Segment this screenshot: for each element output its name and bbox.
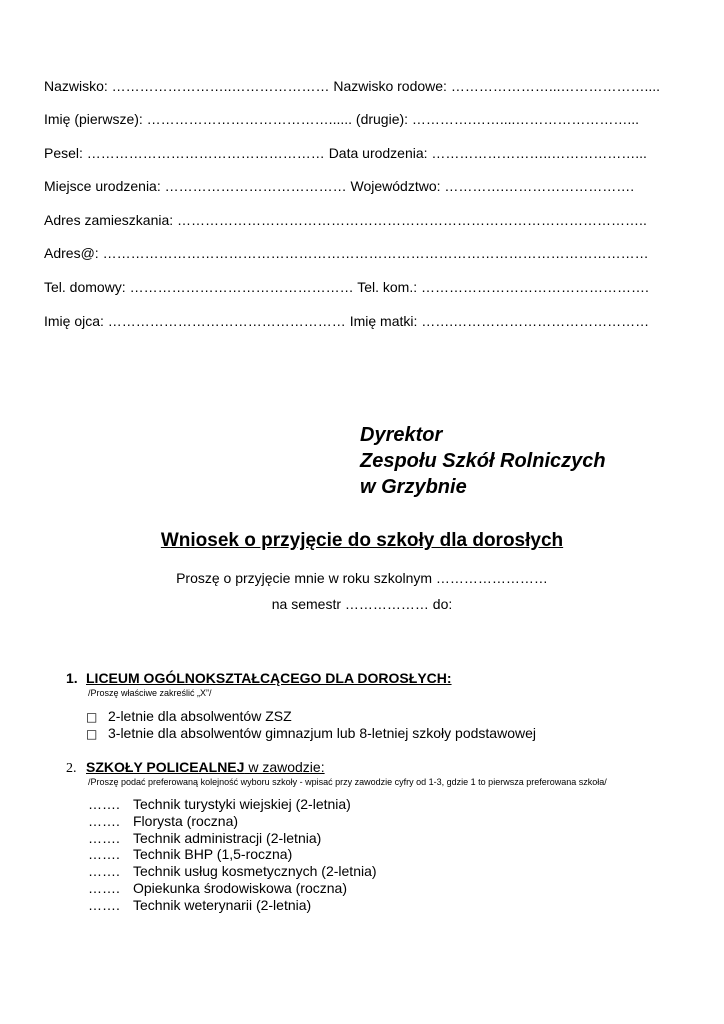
request-semester[interactable]: na semestr ……………… do: [271, 596, 453, 612]
section-1-title: LICEUM OGÓLNOKSZTAŁCĄCEGO DLA DOROSŁYCH: [86, 670, 452, 686]
field-email-line[interactable]: Adres@: ……………………………………………………………………………………………………… [44, 245, 649, 261]
addressee-line: Dyrektor [360, 424, 443, 446]
request-school-year[interactable]: Proszę o przyjęcie mnie w roku szkolnym …………………… [176, 570, 548, 586]
section-2-title: SZKOŁY POLICEALNEJ [86, 759, 245, 775]
profession-label: Opiekunka środowiskowa (roczna) [133, 880, 347, 896]
profession-label: Technik BHP (1,5-roczna) [133, 846, 293, 862]
profession-item[interactable] [88, 813, 238, 829]
option-label: 3-letnie dla absolwentów gimnazjum lub 8-letniej szkoły podstawowej [108, 725, 536, 741]
field-first-name-line[interactable]: Imię (pierwsze): …………………………………...... (drugie): ………….……....……………………... [44, 111, 640, 127]
checkbox-icon[interactable]: □ [86, 710, 98, 724]
section-1-heading [66, 670, 452, 686]
rank-input-dots[interactable]: ……. [88, 830, 120, 846]
profession-item[interactable] [88, 880, 347, 896]
section-2-number: 2. [66, 761, 77, 776]
profession-item[interactable] [88, 830, 321, 846]
checkbox-icon[interactable]: □ [86, 727, 98, 741]
field-phone-line[interactable]: Tel. domowy: ………………………………………… Tel. kom.: …………………………………………. [44, 279, 649, 295]
profession-item[interactable] [88, 796, 351, 812]
document-title: Wniosek o przyjęcie do szkoły dla dorosłych [160, 530, 564, 551]
section-1-number: 1. [66, 670, 78, 686]
field-surname-line[interactable]: Nazwisko: ……………………..………………… Nazwisko rodowe: …………………...……………….... [44, 78, 661, 94]
field-parents-line[interactable]: Imię ojca: …………………………………………… Imię matki: …….…………………………………… [44, 313, 650, 329]
option-2-letnie[interactable] [86, 708, 292, 724]
rank-input-dots[interactable]: ……. [88, 846, 120, 862]
rank-input-dots[interactable]: ……. [88, 796, 120, 812]
rank-input-dots[interactable]: ……. [88, 863, 120, 879]
addressee-line: Zespołu Szkół Rolniczych [360, 450, 606, 472]
rank-input-dots[interactable]: ……. [88, 813, 120, 829]
profession-item[interactable] [88, 846, 292, 862]
profession-item[interactable] [88, 897, 311, 913]
addressee-block [360, 422, 606, 500]
field-address-line[interactable]: Adres zamieszkania: ……………………………………………………………………………………….. [44, 212, 647, 228]
section-2-heading [66, 759, 325, 777]
rank-input-dots[interactable]: ……. [88, 880, 120, 896]
profession-label: Technik turystyki wiejskiej (2-letnia) [133, 796, 351, 812]
section-2-title-suffix: w zawodzie: [244, 759, 325, 775]
option-label: 2-letnie dla absolwentów ZSZ [108, 708, 292, 724]
option-3-letnie[interactable] [86, 725, 536, 741]
profession-label: Technik usług kosmetycznych (2-letnia) [133, 863, 377, 879]
field-birthplace-line[interactable]: Miejsce urodzenia: ………………………………… Województwo: ………….………………………. [44, 178, 635, 194]
rank-input-dots[interactable]: ……. [88, 897, 120, 913]
field-pesel-line[interactable]: Pesel: …………………………………………… Data urodzenia: ……………………..………………... [44, 145, 647, 161]
profession-label: Technik weterynarii (2-letnia) [133, 897, 312, 913]
profession-label: Florysta (roczna) [133, 813, 239, 829]
section-2-note: /Proszę podać preferowaną kolejność wyboru szkoły - wpisać przy zawodzie cyfry od 1-3, gdzie 1 to pierwsza preferowana szkoła/ [88, 777, 607, 787]
profession-label: Technik administracji (2-letnia) [133, 830, 322, 846]
addressee-line: w Grzybnie [360, 476, 467, 498]
profession-item[interactable] [88, 863, 377, 879]
section-1-note: /Proszę właściwe zakreślić „X”/ [88, 688, 212, 698]
